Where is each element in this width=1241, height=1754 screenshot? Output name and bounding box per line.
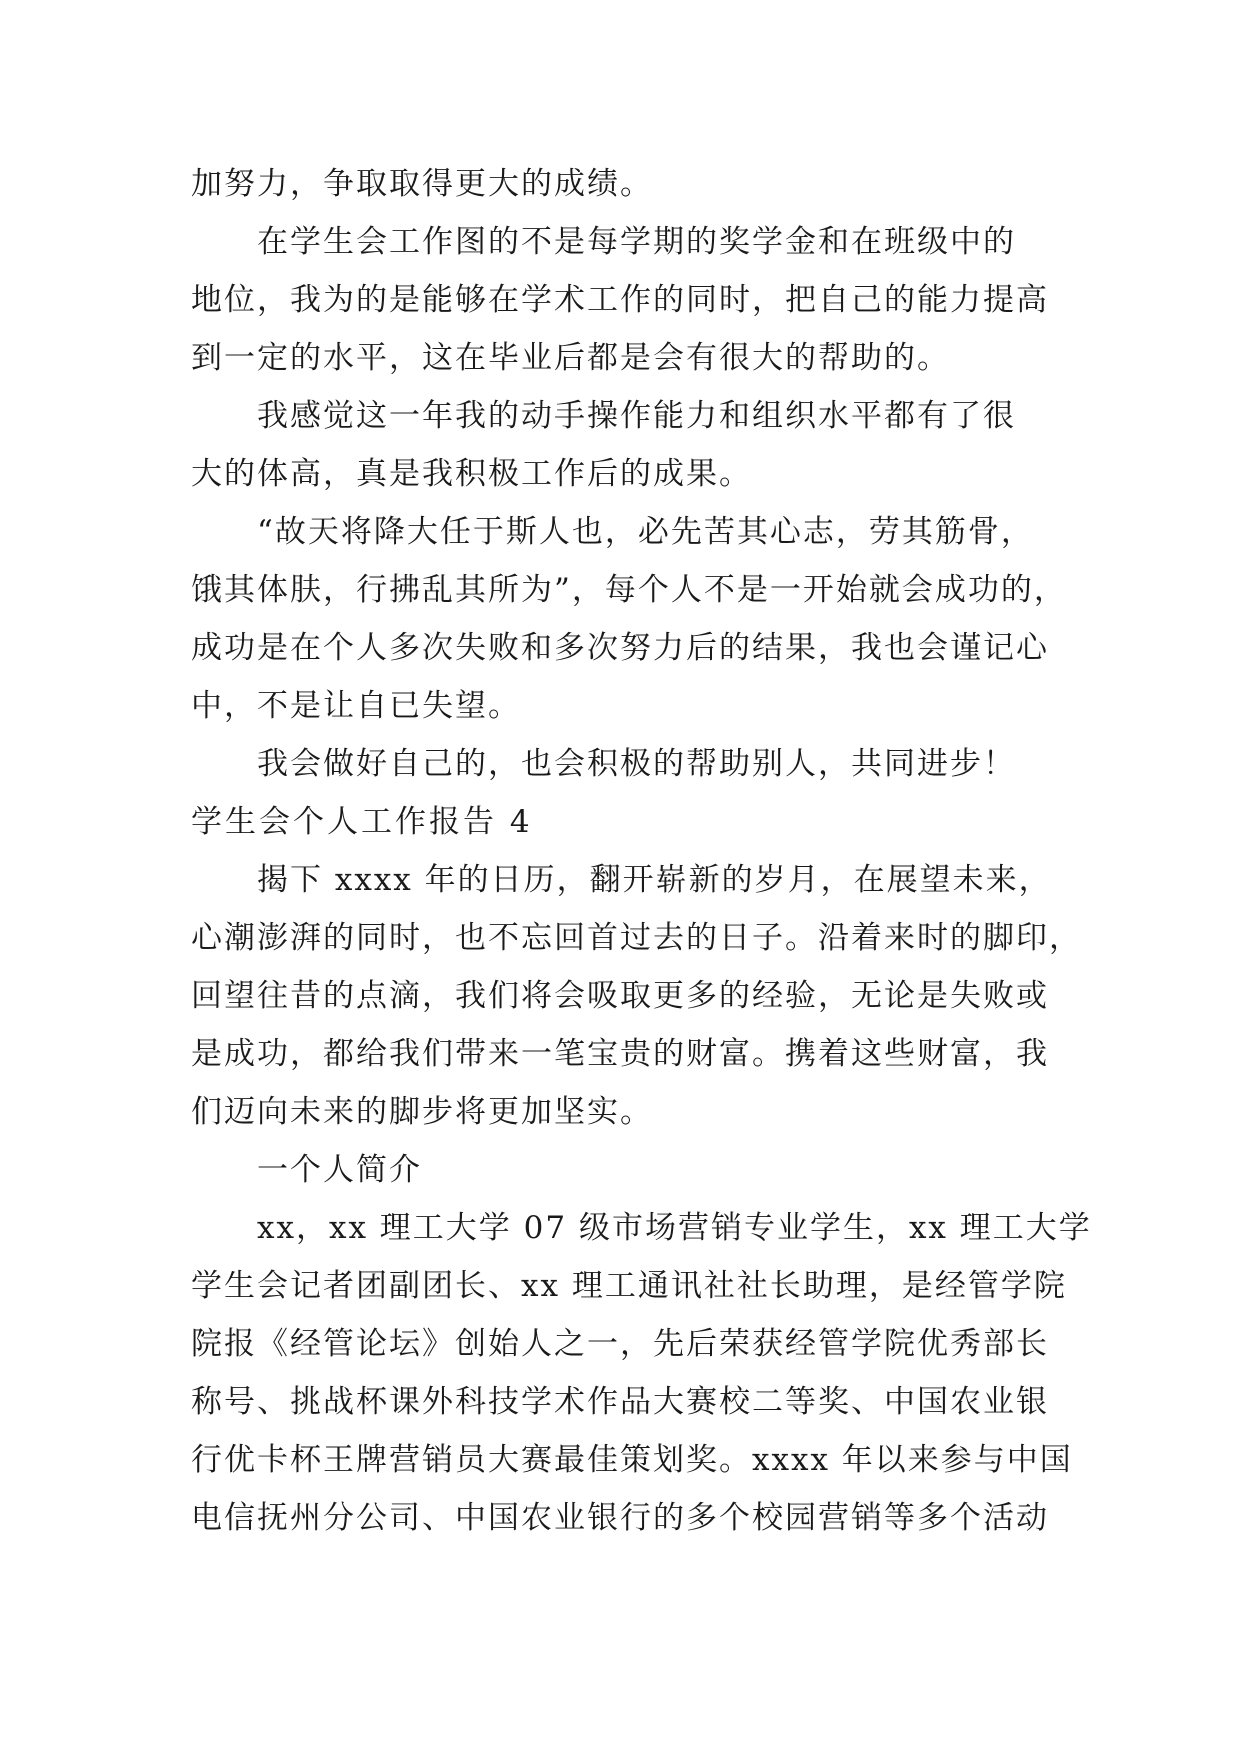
paragraph-line: 我会做好自己的，也会积极的帮助别人，共同进步！ — [257, 746, 1016, 782]
paragraph-line: 加努力，争取取得更大的成绩。 — [191, 166, 653, 202]
paragraph-line: 在学生会工作图的不是每学期的奖学金和在班级中的 — [257, 224, 1016, 260]
paragraph-line: xx，xx 理工大学 07 级市场营销专业学生，xx 理工大学 — [257, 1210, 1092, 1246]
paragraph-line: 行优卡杯王牌营销员大赛最佳策划奖。xxxx 年以来参与中国 — [191, 1442, 1073, 1478]
paragraph-line: 院报《经管论坛》创始人之一，先后荣获经管学院优秀部长 — [191, 1326, 1049, 1362]
paragraph-line: 是成功，都给我们带来一笔宝贵的财富。携着这些财富，我 — [191, 1036, 1049, 1072]
section-heading: 学生会个人工作报告 4 — [191, 804, 533, 840]
paragraph-line: 心潮澎湃的同时，也不忘回首过去的日子。沿着来时的脚印， — [191, 920, 1082, 956]
paragraph-line: 电信抚州分公司、中国农业银行的多个校园营销等多个活动 — [191, 1500, 1049, 1536]
paragraph-line: 们迈向未来的脚步将更加坚实。 — [191, 1094, 653, 1130]
paragraph-line: 学生会记者团副团长、xx 理工通讯社社长助理，是经管学院 — [191, 1268, 1067, 1304]
subheading: 一个人简介 — [257, 1152, 422, 1188]
paragraph-line: 中，不是让自已失望。 — [191, 688, 521, 724]
paragraph-line: 我感觉这一年我的动手操作能力和组织水平都有了很 — [257, 398, 1016, 434]
paragraph-line: 饿其体肤，行拂乱其所为”，每个人不是一开始就会成功的， — [191, 572, 1067, 608]
paragraph-line: 成功是在个人多次失败和多次努力后的结果，我也会谨记心 — [191, 630, 1049, 666]
paragraph-line: 回望往昔的点滴，我们将会吸取更多的经验，无论是失败或 — [191, 978, 1049, 1014]
paragraph-line: 大的体高，真是我积极工作后的成果。 — [191, 456, 752, 492]
paragraph-line: 地位，我为的是能够在学术工作的同时，把自己的能力提高 — [191, 282, 1049, 318]
paragraph-line: 揭下 xxxx 年的日历，翻开崭新的岁月，在展望未来， — [257, 862, 1052, 898]
paragraph-line: “故天将降大任于斯人也，必先苦其心志，劳其筋骨， — [257, 514, 1034, 550]
paragraph-line: 称号、挑战杯课外科技学术作品大赛校二等奖、中国农业银 — [191, 1384, 1049, 1420]
paragraph-line: 到一定的水平，这在毕业后都是会有很大的帮助的。 — [191, 340, 950, 376]
document-body — [191, 155, 1092, 1547]
